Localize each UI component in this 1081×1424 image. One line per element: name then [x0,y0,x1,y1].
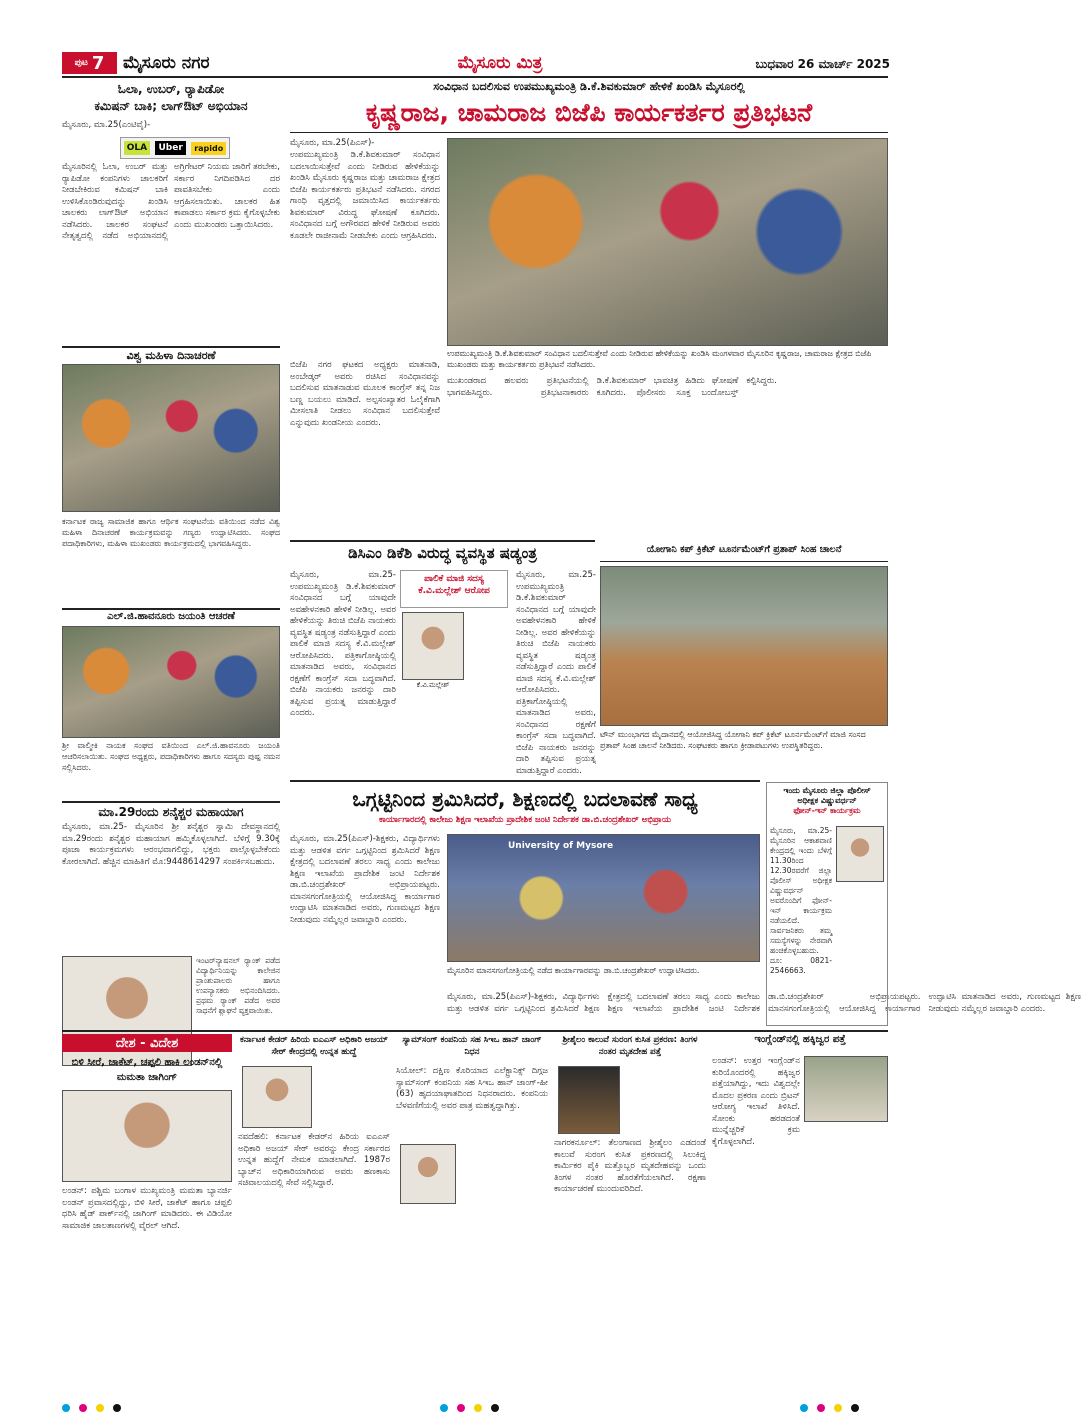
education-body: ಮೈಸೂರು, ಮಾ.25(ಪಿಎಸ್)-ಶಿಕ್ಷಕರು, ವಿದ್ಯಾರ್ಥಿಗಳು ಮತ್ತು ಆಡಳಿತ ವರ್ಗ ಒಗ್ಗಟ್ಟಿನಿಂದ ಶ್ರಮಿಸಿದರೆ ಶಿಕ್ಷಣ ಕ್ಷೇತ್ರದಲ್ಲಿ ಬದಲಾವಣೆ ತರಲು ಸಾಧ್ಯ ಎಂದು ಕಾಲೇಜು ಶಿಕ್ಷಣ ಇಲಾಖೆಯ ಪ್ರಾದೇಶಿಕ ಜಂಟಿ ನಿರ್ದೇಶಕ ಡಾ.ಬಿ.ಚಂದ್ರಶೇಖರ್ ಅಭಿಪ್ರಾಯಪಟ್ಟರು. ಮಾನಸಗಂಗೋತ್ರಿಯಲ್ಲಿ ಆಯೋಜಿಸಿದ್ದ ಕಾರ್ಯಾಗಾರ ಉದ್ಘಾಟಿಸಿ ಮಾತನಾಡಿದ ಅವರು, ಗುಣಮಟ್ಟದ ಶಿಕ್ಷಣ ನೀಡುವುದು ನಮ್ಮೆಲ್ಲರ ಜವಾಬ್ದಾರಿ ಎಂದರು. [290,834,440,925]
women-day-photo [62,364,280,512]
education-rule [290,780,760,782]
education-photo [447,834,760,962]
education-sub: ಕಾರ್ಯಾಗಾರದಲ್ಲಿ ಕಾಲೇಜು ಶಿಕ್ಷಣ ಇಲಾಖೆಯ ಪ್ರಾದೇಶಿಕ ಜಂಟಿ ನಿರ್ದೇಶಕ ಡಾ.ಬಿ.ಚಂದ್ರಶೇಖರ್ ಅಭಿಪ್ರಾಯ [379,815,671,825]
page-number: 7 [91,52,105,74]
desha-section-title: ದೇಶ - ವಿದೇಶ [62,1034,232,1052]
tunnel-photo [558,1066,620,1134]
jayanthi-caption: ಶ್ರೀ ವಾಲ್ಮೀಕಿ ನಾಯಕ ಸಂಘದ ವತಿಯಿಂದ ಎಲ್.ಜಿ.ಹಾವನೂರು ಜಯಂತಿ ಆಚರಿಸಲಾಯಿತು. ಸಂಘದ ಅಧ್ಯಕ್ಷರು, ಪದಾಧಿಕಾರಿಗಳು ಹಾಗೂ ಸದಸ್ಯರು ಪುಷ್ಪ ನಮನ ಸಲ್ಲಿಸಿದರು. [62,741,280,772]
print-color-marks-center [440,1404,560,1414]
conspiracy-body-right: ಮೈಸೂರು, ಮಾ.25-ಉಪಮುಖ್ಯಮಂತ್ರಿ ಡಿ.ಕೆ.ಶಿವಕುಮಾರ್ ಸಂವಿಧಾನದ ಬಗ್ಗೆ ಯಾವುದೇ ಅವಹೇಳನಕಾರಿ ಹೇಳಿಕೆ ನೀಡಿಲ್ಲ. ಅವರ ಹೇಳಿಕೆಯನ್ನು ತಿರುಚಿ ಬಿಜೆಪಿ ನಾಯಕರು ವ್ಯವಸ್ಥಿತ ಷಡ್ಯಂತ್ರ ನಡೆಸುತ್ತಿದ್ದಾರೆ ಎಂದು ಪಾಲಿಕೆ ಮಾಜಿ ಸದಸ್ಯ ಕೆ.ವಿ.ಮಲ್ಲೇಶ್ ಆರೋಪಿಸಿದರು. ಪತ್ರಿಕಾಗೋಷ್ಠಿಯಲ್ಲಿ ಮಾತನಾಡಿದ ಅವರು, ಸಂವಿಧಾನದ ರಕ್ಷಣೆಗೆ ಕಾಂಗ್ರೆಸ್ ಸದಾ ಬದ್ಧವಾಗಿದೆ. ಬಿಜೆಪಿ ನಾಯಕರು ಜನರನ್ನು ದಾರಿ ತಪ್ಪಿಸುವ ಪ್ರಯತ್ನ ಮಾಡುತ್ತಿದ್ದಾರೆ ಎಂದರು. [516,570,596,776]
uber-logo: Uber [155,141,185,155]
desha-story2-body: ನವದೆಹಲಿ: ಕರ್ನಾಟಕ ಕೇಡರ್‌ನ ಹಿರಿಯ ಐಎಎಸ್ ಅಧಿಕಾರಿ ಅಜಯ್ ಸೇಠ್ ಅವರನ್ನು ಕೇಂದ್ರ ಸರ್ಕಾರದ ಉನ್ನತ ಹುದ್ದೆಗೆ ನೇಮಕ ಮಾಡಲಾಗಿದೆ. 1987ರ ಬ್ಯಾಚ್‌ನ ಅಧಿಕಾರಿಯಾಗಿರುವ ಅವರು ಹಣಕಾಸು ಸಚಿವಾಲಯದಲ್ಲಿ ಸೇವೆ ಸಲ್ಲಿಸಿದ್ದಾರೆ. [238,1132,390,1188]
conspiracy-sub-1: ಪಾಲಿಕೆ ಮಾಜಿ ಸದಸ್ಯ [424,574,484,584]
cyan-mark [440,1404,448,1412]
lead-photo [447,138,888,346]
mamata-photo [62,1090,232,1182]
page-number-box [62,52,117,74]
conspiracy-body-left: ಮೈಸೂರು, ಮಾ.25-ಉಪಮುಖ್ಯಮಂತ್ರಿ ಡಿ.ಕೆ.ಶಿವಕುಮಾರ್ ಸಂವಿಧಾನದ ಬಗ್ಗೆ ಯಾವುದೇ ಅವಹೇಳನಕಾರಿ ಹೇಳಿಕೆ ನೀಡಿಲ್ಲ. ಅವರ ಹೇಳಿಕೆಯನ್ನು ತಿರುಚಿ ಬಿಜೆಪಿ ನಾಯಕರು ವ್ಯವಸ್ಥಿತ ಷಡ್ಯಂತ್ರ ನಡೆಸುತ್ತಿದ್ದಾರೆ ಎಂದು ಪಾಲಿಕೆ ಮಾಜಿ ಸದಸ್ಯ ಕೆ.ವಿ.ಮಲ್ಲೇಶ್ ಆರೋಪಿಸಿದರು. ಪತ್ರಿಕಾಗೋಷ್ಠಿಯಲ್ಲಿ ಮಾತನಾಡಿದ ಅವರು, ಸಂವಿಧಾನದ ರಕ್ಷಣೆಗೆ ಕಾಂಗ್ರೆಸ್ ಸದಾ ಬದ್ಧವಾಗಿದೆ. ಬಿಜೆಪಿ ನಾಯಕರು ಜನರನ್ನು ದಾರಿ ತಪ್ಪಿಸುವ ಪ್ರಯತ್ನ ಮಾಡುತ್ತಿದ್ದಾರೆ ಎಂದರು. [290,570,396,718]
desha-story4-body: ನಾಗರಕರ್ನೂಲ್: ತೆಲಂಗಾಣದ ಶ್ರೀಶೈಲಂ ಎಡದಂಡೆ ಕಾಲುವೆ ಸುರಂಗ ಕುಸಿತ ಪ್ರಕರಣದಲ್ಲಿ ಸಿಲುಕಿದ್ದ ಕಾರ್ಮಿಕರ ಪೈಕಿ ಮತ್ತೊಬ್ಬರ ಮೃತದೇಹವನ್ನು ಒಂದು ತಿಂಗಳ ನಂತರ ಹೊರತೆಗೆಯಲಾಗಿದೆ. ರಕ್ಷಣಾ ಕಾರ್ಯಾಚರಣೆ ಮುಂದುವರಿದಿದೆ. [554,1138,706,1194]
police-headline-3: ಫೋನ್-ಇನ್ ಕಾರ್ಯಕ್ರಮ [793,806,861,815]
police-photo [836,826,884,882]
desha-rule [62,1030,888,1032]
print-color-marks-right [800,1404,900,1414]
conspiracy-headline: ಡಿಸಿಎಂ ಡಿಕೆಶಿ ವಿರುದ್ಧ ವ್ಯವಸ್ಥಿತ ಷಡ್ಯಂತ್ರ [348,544,537,562]
lead-body-3: ಮುಖಂಡರಾದ ಹಲವರು ಪ್ರತಿಭಟನೆಯಲ್ಲಿ ಭಾಗವಹಿಸಿದ್ದರು. ಪ್ರತಿಭಟನಾಕಾರರು ಡಿ.ಕೆ.ಶಿವಕುಮಾರ್ ಭಾವಚಿತ್ರ ಹಿಡಿದು ಘೋಷಣೆ ಕೂಗಿದರು. ಪೊಲೀಸರು ಸೂಕ್ತ ಬಂದೋಬಸ್ತ್ ಕಲ್ಪಿಸಿದ್ದರು. [447,376,777,398]
magenta-mark [457,1404,465,1412]
cricket-caption: ಟೌನ್ ಮುಂಭಾಗದ ಮೈದಾನದಲ್ಲಿ ಆಯೋಜಿಸಿದ್ದ ಯೋಗಾನಿ ಕಪ್ ಕ್ರಿಕೆಟ್ ಟೂರ್ನಮೆಂಟ್‌ಗೆ ಮಾಜಿ ಸಂಸದ ಪ್ರತಾಪ್ ಸಿಂಹ ಚಾಲನೆ ನೀಡಿದರು. ಸಂಘಟಕರು ಹಾಗೂ ಕ್ರೀಡಾಪಟುಗಳು ಉಪಸ್ಥಿತರಿದ್ದರು. [600,730,866,750]
ola-logo: OLA [124,141,150,155]
lead-kicker: ಸಂವಿಧಾನ ಬದಲಿಸುವ ಉಪಮುಖ್ಯಮಂತ್ರಿ ಡಿ.ಕೆ.ಶಿವಕುಮಾರ್ ಹೇಳಿಕೆ ಖಂಡಿಸಿ ಮೈಸೂರಲ್ಲಿ [433,80,745,93]
lead-photo-caption: ಉಪಮುಖ್ಯಮಂತ್ರಿ ಡಿ.ಕೆ.ಶಿವಕುಮಾರ್ ಸಂವಿಧಾನ ಬದಲಿಸುತ್ತೇವೆ ಎಂದು ನೀಡಿರುವ ಹೇಳಿಕೆಯನ್ನು ಖಂಡಿಸಿ ಮಂಗಳವಾರ ಮೈಸೂರಿನ ಕೃಷ್ಣರಾಜ, ಚಾಮರಾಜ ಕ್ಷೇತ್ರದ ಬಿಜೆಪಿ ಮುಖಂಡರು ಮತ್ತು ಕಾರ್ಯಕರ್ತರು ಪ್ರತಿಭಟನೆ ನಡೆಸಿದರು. [447,349,872,369]
ola-body: ಮೈಸೂರಿನಲ್ಲಿ ಓಲಾ, ಉಬರ್ ಮತ್ತು ರ್‍ಯಾಪಿಡೋ ಕಂಪನಿಗಳು ಚಾಲಕರಿಗೆ ನೀಡಬೇಕಿರುವ ಕಮಿಷನ್ ಬಾಕಿ ಉಳಿಸಿಕೊಂಡಿರುವುದನ್ನು ಖಂಡಿಸಿ ಚಾಲಕರು ಲಾಗ್‌ಔಟ್ ಅಭಿಯಾನ ನಡೆಸಿದರು. ಚಾಲಕರ ಸಂಘಟನೆ ನೇತೃತ್ವದಲ್ಲಿ ನಡೆದ ಅಭಿಯಾನದಲ್ಲಿ ಅಗ್ರಿಗೇಟರ್ ನಿಯಮ ಜಾರಿಗೆ ತರಬೇಕು, ಸರ್ಕಾರ ನಿಗದಿಪಡಿಸಿದ ದರ ಪಾವತಿಸಬೇಕು ಎಂದು ಆಗ್ರಹಿಸಲಾಯಿತು. ಚಾಲಕರ ಹಿತ ಕಾಪಾಡಲು ಸರ್ಕಾರ ಕ್ರಮ ಕೈಗೊಳ್ಳಬೇಕು ಎಂದು ಮುಖಂಡರು ಒತ್ತಾಯಿಸಿದರು. [62,162,280,241]
jayanthi-headline: ಎಲ್.ಜಿ.ಹಾವನೂರು ಜಯಂತಿ ಆಚರಣೆ [62,608,280,624]
black-mark [113,1404,121,1412]
desha-story5-body: ಲಂಡನ್: ಉತ್ತರ ಇಂಗ್ಲೆಂಡ್‌ನ ಕುರಿಯೊಂದರಲ್ಲಿ ಹಕ್ಕಿಜ್ವರ ಪತ್ತೆಯಾಗಿದ್ದು, ಇದು ವಿಶ್ವದಲ್ಲೇ ಮೊದಲ ಪ್ರಕರಣ ಎಂದು ಬ್ರಿಟನ್ ಆರೋಗ್ಯ ಇಲಾಖೆ ತಿಳಿಸಿದೆ. ಸೋಂಕು ಹರಡದಂತೆ ಮುನ್ನೆಚ್ಚರಿಕೆ ಕ್ರಮ ಕೈಗೊಳ್ಳಲಾಗಿದೆ. [712,1056,800,1147]
page-label: ಪುಟ [74,58,88,68]
section-name: ಮೈಸೂರು ನಗರ [123,53,210,73]
desha-story4-headline: ಶ್ರೀಶೈಲಂ ಕಾಲುವೆ ಸುರಂಗ ಕುಸಿತ ಪ್ರಕರಣ: ತಿಂಗಳ ನಂತರ ಮೃತದೇಹ ಪತ್ತೆ [562,1035,698,1057]
mahayaga-body: ಮೈಸೂರು, ಮಾ.25- ಮೈಸೂರಿನ ಶ್ರೀ ಶನೈಶ್ಚರ ಸ್ವಾಮಿ ದೇವಸ್ಥಾನದಲ್ಲಿ ಮಾ.29ರಂದು ಶನೈಶ್ಚರ ಮಹಾಯಾಗ ಹಮ್ಮಿಕೊಳ್ಳಲಾಗಿದೆ. ಬೆಳಿಗ್ಗೆ 9.30ಕ್ಕೆ ಪೂಜಾ ಕಾರ್ಯಕ್ರಮಗಳು ಆರಂಭವಾಗಲಿದ್ದು, ಭಕ್ತರು ಪಾಲ್ಗೊಳ್ಳಬೇಕೆಂದು ಕೋರಲಾಗಿದೆ. ಹೆಚ್ಚಿನ ಮಾಹಿತಿಗೆ ಮೊ:9448614297 ಸಂಪರ್ಕಿಸಬಹುದು. [62,822,280,867]
sheep-photo [804,1056,888,1122]
ola-dateline: ಮೈಸೂರು, ಮಾ.25(ಎಂಟಿವೈ)- [62,120,151,130]
desha-story3-headline: ಸ್ಯಾಮ್‌ಸಂಗ್ ಕಂಪನಿಯ ಸಹ ಸಿಇಒ ಹಾನ್ ಜಾಂಗ್ ನಿಧನ [402,1035,542,1057]
cricket-photo [600,566,888,726]
ola-headline-2: ಕಮಿಷನ್ ಬಾಕಿ; ಲಾಗ್‌ಔಟ್ ಅಭಿಯಾನ [94,99,248,113]
mahayaga-headline: ಮಾ.29ರಂದು ಶನೈಶ್ಚರ ಮಹಾಯಾಗ [62,801,280,819]
magenta-mark [817,1404,825,1412]
conspiracy-sub-2: ಕೆ.ವಿ.ಮಲ್ಲೇಶ್ ಆರೋಪ [418,586,490,596]
desha-story5-headline: ಇಂಗ್ಲೆಂಡ್‌ನಲ್ಲಿ ಹಕ್ಕಿಜ್ವರ ಪತ್ತೆ [754,1034,846,1045]
cricket-headline: ಯೋಗಾನಿ ಕಪ್ ಕ್ರಿಕೆಟ್ ಟೂರ್ನಮೆಂಟ್‌ಗೆ ಪ್ರತಾಪ್ ಸಿಂಹ ಚಾಲನೆ [600,544,888,562]
yellow-mark [834,1404,842,1412]
education-photo-caption: ಮೈಸೂರಿನ ಮಾನಸಗಂಗೋತ್ರಿಯಲ್ಲಿ ನಡೆದ ಕಾರ್ಯಾಗಾರವನ್ನು ಡಾ.ಬಿ.ಚಂದ್ರಶೇಖರ್ ಉದ್ಘಾಟಿಸಿದರು. [447,966,700,975]
police-headline-1: ಇಂದು ಮೈಸೂರು ಜಿಲ್ಲಾ ಪೊಲೀಸ್ [783,786,871,795]
mallesh-photo-label: ಕೆ.ವಿ.ಮಲ್ಲೇಶ್ [416,681,450,689]
lead-body-1: ಉಪಮುಖ್ಯಮಂತ್ರಿ ಡಿ.ಕೆ.ಶಿವಕುಮಾರ್ ಸಂವಿಧಾನ ಬದಲಾಯಿಸುತ್ತೇವೆ ಎಂದು ನೀಡಿರುವ ಹೇಳಿಕೆಯನ್ನು ಖಂಡಿಸಿ ಮೈಸೂರು ಕೃಷ್ಣರಾಜ ಮತ್ತು ಚಾಮರಾಜ ಕ್ಷೇತ್ರದ ಬಿಜೆಪಿ ಕಾರ್ಯಕರ್ತರು ಪ್ರತಿಭಟನೆ ನಡೆಸಿದರು. ನಗರದ ಗಾಂಧಿ ವೃತ್ತದಲ್ಲಿ ಜಮಾಯಿಸಿದ ಕಾರ್ಯಕರ್ತರು ಶಿವಕುಮಾರ್ ವಿರುದ್ಧ ಘೋಷಣೆ ಕೂಗಿದರು. ಸಂವಿಧಾನದ ಬಗ್ಗೆ ಅಗೌರವದ ಹೇಳಿಕೆ ನೀಡಿರುವ ಅವರು ಕೂಡಲೇ ರಾಜೀನಾಮೆ ನೀಡಬೇಕು ಎಂದು ಆಗ್ರಹಿಸಿದರು. [290,150,440,241]
desha-story1-body: ಲಂಡನ್: ಪಶ್ಚಿಮ ಬಂಗಾಳ ಮುಖ್ಯಮಂತ್ರಿ ಮಮತಾ ಬ್ಯಾನರ್ಜಿ ಲಂಡನ್ ಪ್ರವಾಸದಲ್ಲಿದ್ದು, ಬಿಳಿ ಸೀರೆ, ಜಾಕೆಟ್ ಹಾಗೂ ಚಪ್ಪಲಿ ಧರಿಸಿ ಹೈಡ್ ಪಾರ್ಕ್‌ನಲ್ಲಿ ಜಾಗಿಂಗ್ ಮಾಡಿದರು. ಈ ವಿಡಿಯೋ ಸಾಮಾಜಿಕ ಜಾಲತಾಣಗಳಲ್ಲಿ ವೈರಲ್ ಆಗಿದೆ. [62,1186,232,1231]
print-color-marks-left [62,1404,182,1414]
desha-story1-headline: ಬಿಳಿ ಸೀರೆ, ಜಾಕೆಟ್, ಚಪ್ಪಲಿ ಹಾಕಿ ಲಂಡನ್‌ನಲ್ಲಿ ಮಮತಾ ಜಾಗಿಂಗ್ [71,1057,223,1083]
yellow-mark [474,1404,482,1412]
ola-headline-1: ಓಲಾ, ಉಬರ್, ರ್‍ಯಾಪಿಡೋ [117,82,225,96]
education-headline: ಒಗ್ಗಟ್ಟಿನಿಂದ ಶ್ರಮಿಸಿದರೆ, ಶಿಕ್ಷಣದಲ್ಲಿ ಬದಲಾವಣೆ ಸಾಧ್ಯ [352,787,698,811]
lead-headline: ಕೃಷ್ಣರಾಜ, ಚಾಮರಾಜ ಬಿಜೆಪಿ ಕಾರ್ಯಕರ್ತರ ಪ್ರತಿಭಟನೆ [365,98,813,127]
jayanthi-photo [62,626,280,738]
ajay-seth-photo [242,1066,312,1128]
women-day-headline: ವಿಶ್ವ ಮಹಿಳಾ ದಿನಾಚರಣೆ [62,346,280,362]
mallesh-photo [402,612,464,680]
lead-dateline: ಮೈಸೂರು, ಮಾ.25(ಪಿಎಸ್)- [290,138,375,148]
women-day-caption: ಕರ್ನಾಟಕ ರಾಜ್ಯ ಸಾಮಾಜಿಕ ಹಾಗೂ ಆರ್ಥಿಕ ಸಂಘಟನೆಯ ವತಿಯಿಂದ ನಡೆದ ವಿಶ್ವ ಮಹಿಳಾ ದಿನಾಚರಣೆ ಕಾರ್ಯಕ್ರಮವನ್ನು ಗಣ್ಯರು ಉದ್ಘಾಟಿಸಿದರು. ಸಂಘದ ಪದಾಧಿಕಾರಿಗಳು, ಮಹಿಳಾ ಮುಖಂಡರು ಕಾರ್ಯಕ್ರಮದಲ್ಲಿ ಭಾಗವಹಿಸಿದ್ದರು. [62,517,280,548]
police-headline-2: ಅಧೀಕ್ಷಕ ವಿಷ್ಣುವರ್ಧನ್ [797,796,857,805]
masthead-rule [62,76,888,78]
education-banner-text: University of Mysore [508,841,614,851]
conspiracy-rule [290,540,595,542]
paper-name: ಮೈಸೂರು ಮಿತ್ರ [457,53,543,73]
desha-story3-body: ಸಿಯೋಲ್: ದಕ್ಷಿಣ ಕೊರಿಯಾದ ಎಲೆಕ್ಟ್ರಾನಿಕ್ಸ್ ದಿಗ್ಗಜ ಸ್ಯಾಮ್‌ಸಂಗ್ ಕಂಪನಿಯ ಸಹ ಸಿಇಒ ಹಾನ್ ಜಾಂಗ್-ಹೀ (63) ಹೃದಯಾಘಾತದಿಂದ ನಿಧನರಾದರು. ಕಂಪನಿಯ ಬೆಳವಣಿಗೆಯಲ್ಲಿ ಅವರ ಪಾತ್ರ ಮಹತ್ವದ್ದಾಗಿತ್ತು. [396,1066,548,1111]
magenta-mark [79,1404,87,1412]
desha-story2-headline: ಕರ್ನಾಟಕ ಕೇಡರ್ ಹಿರಿಯ ಐಎಎಸ್ ಅಧಿಕಾರಿ ಅಜಯ್ ಸೇಠ್ ಕೇಂದ್ರದಲ್ಲಿ ಉನ್ನತ ಹುದ್ದೆ [239,1035,389,1057]
lead-body-2: ಬಿಜೆಪಿ ನಗರ ಘಟಕದ ಅಧ್ಯಕ್ಷರು ಮಾತನಾಡಿ, ಅಂಬೇಡ್ಕರ್ ಅವರು ರಚಿಸಿದ ಸಂವಿಧಾನವನ್ನು ಬದಲಿಸುವ ಮಾತನಾಡುವ ಮೂಲಕ ಕಾಂಗ್ರೆಸ್ ತನ್ನ ನಿಜ ಬಣ್ಣ ಬಯಲು ಮಾಡಿದೆ. ಅಲ್ಪಸಂಖ್ಯಾತರ ಓಲೈಕೆಗಾಗಿ ಮೀಸಲಾತಿ ನೀಡಲು ಸಂವಿಧಾನ ಬದಲಿಸುತ್ತೇವೆ ಎನ್ನುವುದು ಖಂಡನೀಯ ಎಂದರು. [290,360,440,428]
black-mark [851,1404,859,1412]
black-mark [491,1404,499,1412]
ola-logo-strip [120,137,230,159]
cyan-mark [800,1404,808,1412]
yellow-mark [96,1404,104,1412]
award-caption: ಇಂಟರ್‌ನ್ಯಾಷನಲ್ ರ್‍ಯಾಂಕ್ ಪಡೆದ ವಿದ್ಯಾರ್ಥಿನಿಯನ್ನು ಕಾಲೇಜಿನ ಪ್ರಾಂಶುಪಾಲರು ಹಾಗೂ ಉಪನ್ಯಾಸಕರು ಅಭಿನಂದಿಸಿದರು. ಪ್ರಥಮ ರ್‍ಯಾಂಕ್ ಪಡೆದ ಅವರ ಸಾಧನೆಗೆ ಶ್ಲಾಘನೆ ವ್ಯಕ್ತವಾಯಿತು. [196,956,280,1015]
lead-rule [290,132,888,133]
rapido-logo: rapido [191,142,226,155]
cyan-mark [62,1404,70,1412]
conspiracy-sub-box [400,570,508,608]
police-body: ಮೈಸೂರು, ಮಾ.25- ಮೈಸೂರಿನ ಆಕಾಶವಾಣಿ ಕೇಂದ್ರದಲ್ಲಿ ಇಂದು ಬೆಳಿಗ್ಗೆ 11.30ರಿಂದ 12.30ರವರೆಗೆ ಜಿಲ್ಲಾ ಪೊಲೀಸ್ ಅಧೀಕ್ಷಕ ವಿಷ್ಣುವರ್ಧನ್ ಅವರೊಂದಿಗೆ ಫೋನ್-ಇನ್ ಕಾರ್ಯಕ್ರಮ ನಡೆಯಲಿದೆ. ಸಾರ್ವಜನಿಕರು ತಮ್ಮ ಸಮಸ್ಯೆಗಳನ್ನು ನೇರವಾಗಿ ಹಂಚಿಕೊಳ್ಳಬಹುದು. ದೂ: 0821-2546663. [770,826,832,975]
education-body-2: ಮೈಸೂರು, ಮಾ.25(ಪಿಎಸ್)-ಶಿಕ್ಷಕರು, ವಿದ್ಯಾರ್ಥಿಗಳು ಮತ್ತು ಆಡಳಿತ ವರ್ಗ ಒಗ್ಗಟ್ಟಿನಿಂದ ಶ್ರಮಿಸಿದರೆ ಶಿಕ್ಷಣ ಕ್ಷೇತ್ರದಲ್ಲಿ ಬದಲಾವಣೆ ತರಲು ಸಾಧ್ಯ ಎಂದು ಕಾಲೇಜು ಶಿಕ್ಷಣ ಇಲಾಖೆಯ ಪ್ರಾದೇಶಿಕ ಜಂಟಿ ನಿರ್ದೇಶಕ ಡಾ.ಬಿ.ಚಂದ್ರಶೇಖರ್ ಅಭಿಪ್ರಾಯಪಟ್ಟರು. ಮಾನಸಗಂಗೋತ್ರಿಯಲ್ಲಿ ಆಯೋಜಿಸಿದ್ದ ಕಾರ್ಯಾಗಾರ ಉದ್ಘಾಟಿಸಿ ಮಾತನಾಡಿದ ಅವರು, ಗುಣಮಟ್ಟದ ಶಿಕ್ಷಣ ನೀಡುವುದು ನಮ್ಮೆಲ್ಲರ ಜವಾಬ್ದಾರಿ ಎಂದರು. [447,992,1081,1014]
issue-date: ಬುಧವಾರ 26 ಮಾರ್ಚ್ 2025 [755,57,890,71]
